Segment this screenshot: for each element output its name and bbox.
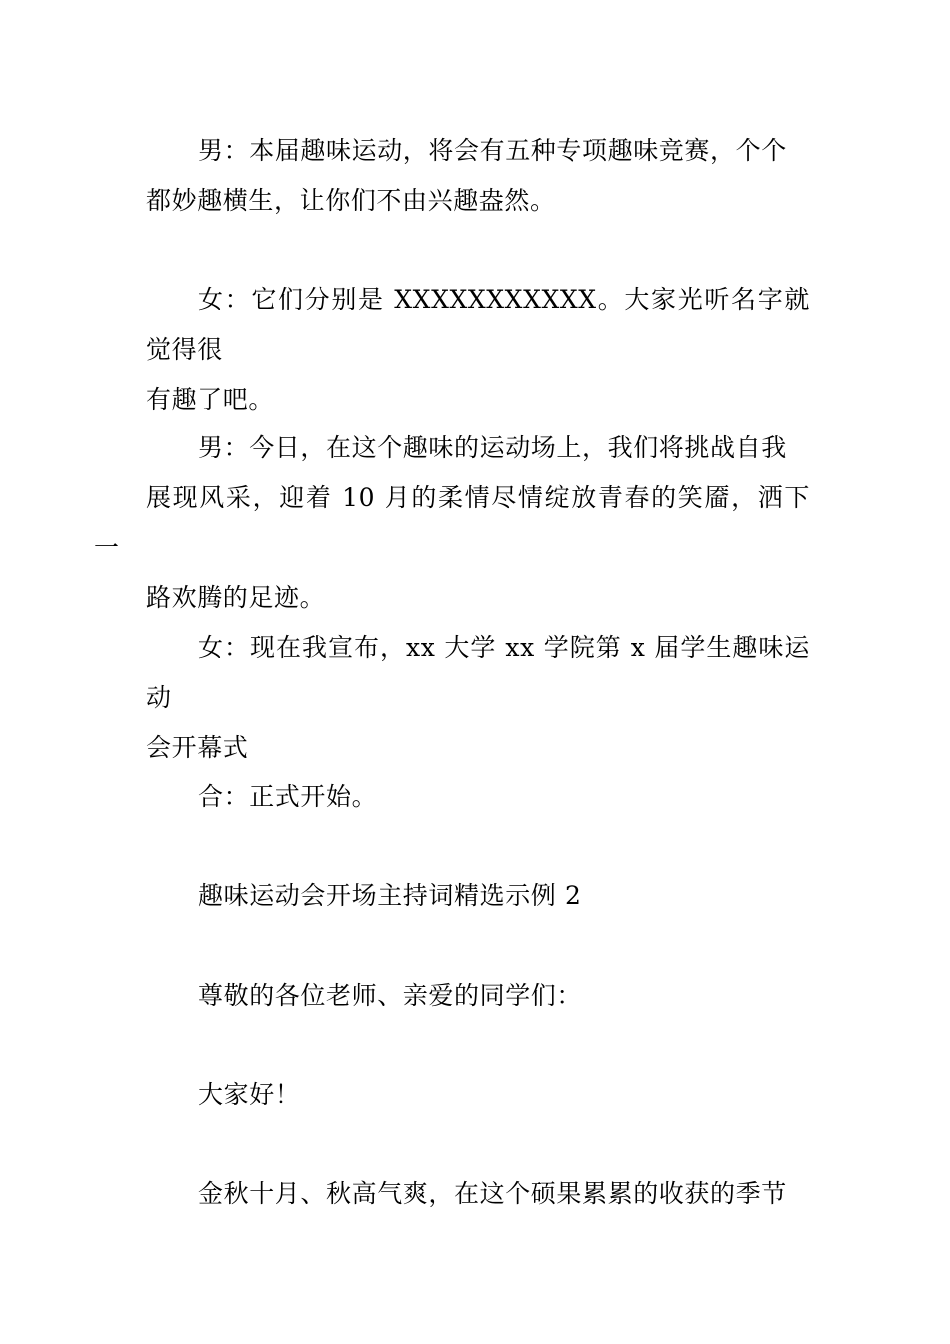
paragraph-4 [146, 623, 810, 773]
paragraph-line: 女：现在我宣布，xx 大学 xx 学院第 x 届学生趣味运动 [146, 633, 810, 712]
paragraph-line: 男：今日，在这个趣味的运动场上，我们将挑战自我 [198, 433, 787, 462]
paragraph-line: 有趣了吧。 [146, 385, 275, 414]
paragraph-line: 路欢腾的足迹。 [146, 583, 326, 612]
paragraph-3 [94, 423, 810, 623]
paragraph-line: 男：本届趣味运动，将会有五种专项趣味竞赛，个个 [198, 136, 787, 165]
paragraph-5 [146, 772, 810, 822]
paragraph-hello [146, 1070, 810, 1120]
paragraph-line: 展现风采，迎着 10 月的柔情尽情绽放青春的笑靥，洒下一 [94, 483, 810, 562]
section-heading [146, 871, 810, 921]
paragraph-line: 会开幕式 [146, 733, 249, 762]
paragraph-1 [146, 126, 810, 226]
paragraph-2 [146, 275, 810, 425]
paragraph-greeting [146, 971, 810, 1021]
paragraph-line: 女：它们分别是 XXXXXXXXXXX。大家光听名字就觉得很 [146, 285, 810, 364]
paragraph-line: 尊敬的各位老师、亲爱的同学们： [198, 981, 583, 1010]
paragraph-line: 合：正式开始。 [198, 782, 378, 811]
paragraph-autumn [146, 1169, 810, 1219]
paragraph-line: 趣味运动会开场主持词精选示例 2 [198, 881, 582, 910]
paragraph-line: 大家好！ [198, 1080, 301, 1109]
paragraph-line: 都妙趣横生，让你们不由兴趣盎然。 [146, 186, 556, 215]
paragraph-line: 金秋十月、秋高气爽，在这个硕果累累的收获的季节 [198, 1179, 787, 1208]
